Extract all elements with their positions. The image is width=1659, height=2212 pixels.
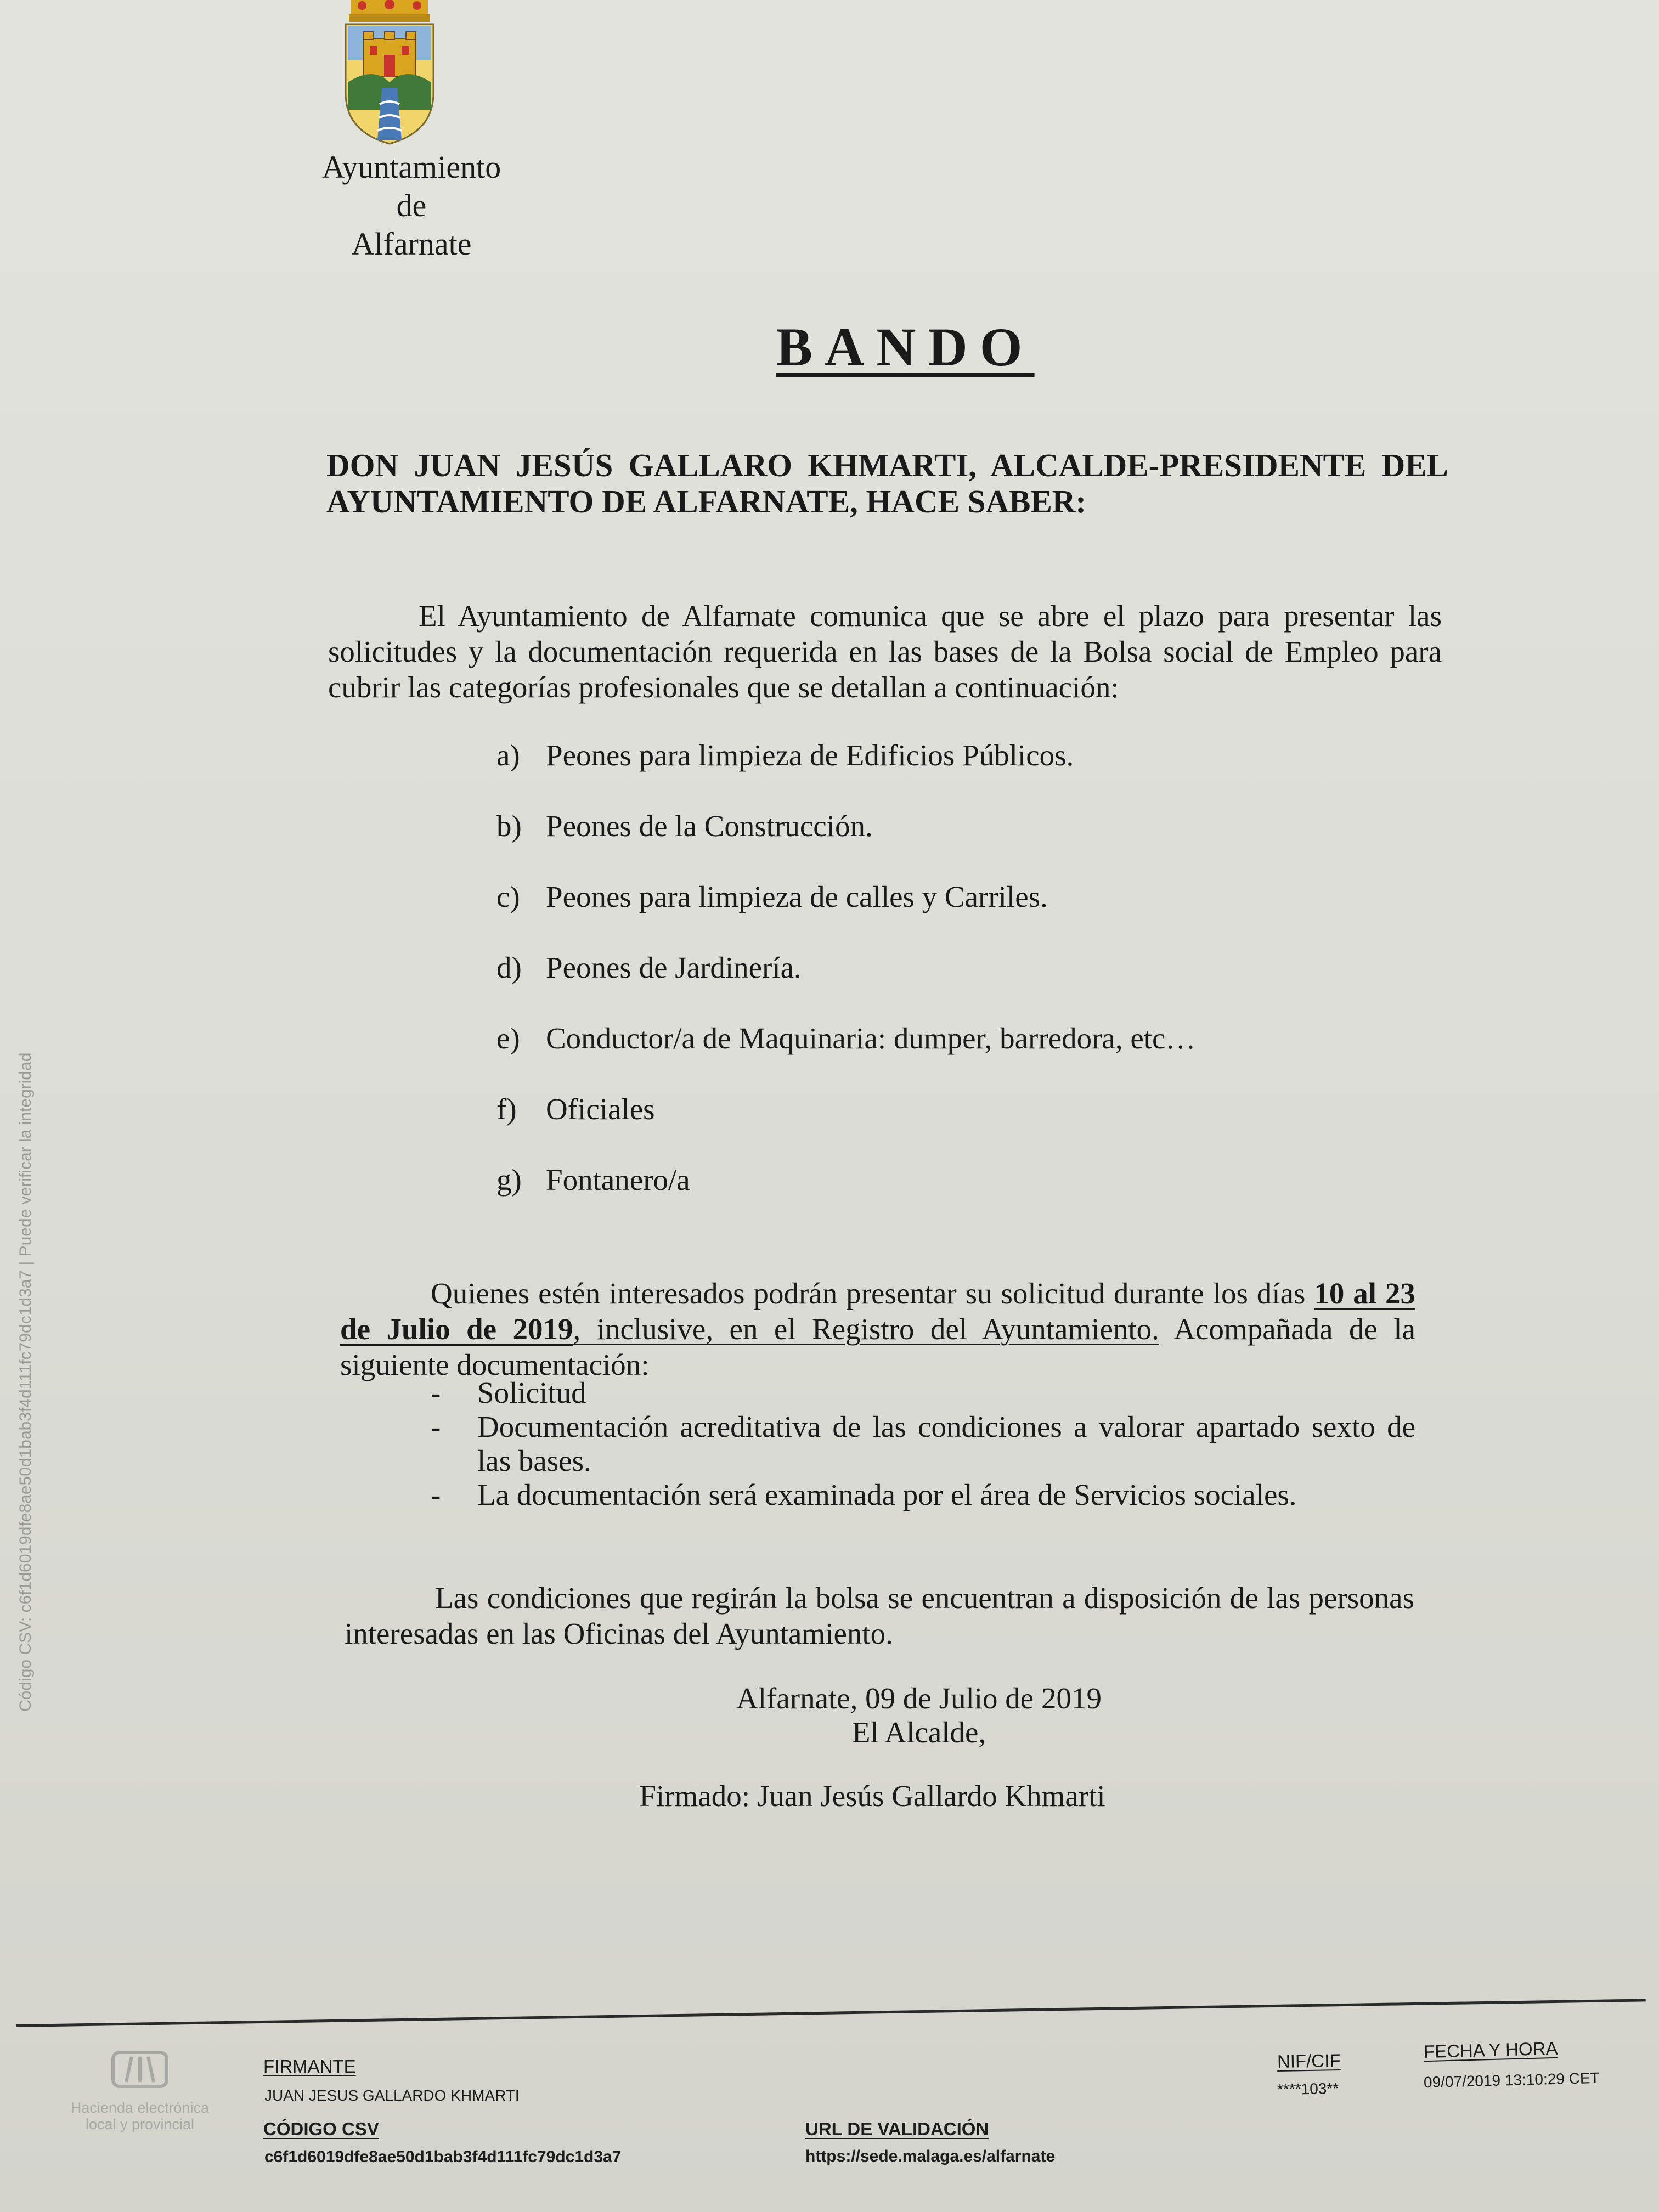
hacienda-logo: Hacienda electrónica local y provincial (52, 2049, 228, 2132)
required-documents-list (428, 1376, 1415, 1512)
application-period-paragraph: Quienes estén interesados podrán presentar su solicitud durante los días 10 al 23 de Julio de 2019, inclusive, en el Registro del Ayuntamiento. Acompañada de la siguiente documentación: (340, 1277, 1416, 1381)
csv-label: CÓDIGO CSV (263, 2119, 379, 2139)
firmante-value: JUAN JESUS GALLARDO KHMARTI (264, 2087, 520, 2104)
date-time-value: 09/07/2019 13:10:29 CET (1423, 2069, 1600, 2091)
signature-signed-by: Firmado: Juan Jesús Gallardo Khmarti (639, 1779, 1105, 1813)
firmante-label: FIRMANTE (263, 2056, 356, 2076)
category-list (496, 738, 1319, 1233)
nif-value: ****103** (1277, 2080, 1339, 2098)
side-csv-stamp: Código CSV: c6f1d6019dfe8ae50d1bab3f4d111fc79dc1d3a7 | Puede verificar la integridad (16, 1052, 35, 1712)
announcement-paragraph: El Ayuntamiento de Alfarnate comunica que se abre el plazo para presentar las solicitudes y la documentación requerida en las bases de la Bolsa social de Empleo para cubrir las categorías profesionales que se detallan a continuación: (328, 599, 1442, 704)
list-item: c) Peones para limpieza de calles y Carriles. (496, 880, 1048, 913)
conditions-paragraph: Las condiciones que regirán la bolsa se encuentran a disposición de las personas interesadas en las Oficinas del Ayuntamiento. (345, 1581, 1414, 1650)
hacienda-logo-icon (110, 2049, 170, 2093)
list-item: a) Peones para limpieza de Edificios Públicos. (496, 738, 1074, 772)
list-item: - La documentación será examinada por el área de Servicios sociales. (431, 1478, 1297, 1511)
coat-of-arms-icon (329, 0, 450, 148)
signature-role: El Alcalde, (851, 1716, 986, 1749)
signature-place-date: Alfarnate, 09 de Julio de 2019 (736, 1681, 1102, 1715)
footer-divider (16, 1999, 1646, 2027)
list-item: - Solicitud (431, 1376, 586, 1409)
intro-heading: DON JUAN JESÚS GALLARO KHMARTI, ALCALDE-PRESIDENTE DEL AYUNTAMIENTO DE ALFARNATE, HACE SABER: (326, 447, 1448, 520)
list-item: b) Peones de la Construcción. (496, 809, 873, 843)
list-item: e) Conductor/a de Maquinaria: dumper, barredora, etc… (496, 1022, 1196, 1055)
application-dates: 10 al 23 de Julio de 2019 (340, 1277, 1415, 1346)
validation-url-link[interactable]: https://sede.malaga.es/alfarnate (805, 2147, 1056, 2165)
list-item: - Documentación acreditativa de las condiciones a valorar apartado sexto de las bases. (431, 1410, 1415, 1477)
document-title: BANDO (776, 317, 1035, 377)
list-item: d) Peones de Jardinería. (496, 951, 802, 984)
list-item: g) Fontanero/a (496, 1163, 690, 1197)
csv-value: c6f1d6019dfe8ae50d1bab3f4d111fc79dc1d3a7 (264, 2148, 622, 2166)
signature-footer (0, 2030, 1659, 2212)
list-item: f) Oficiales (496, 1092, 655, 1126)
validation-url-label: URL DE VALIDACIÓN (805, 2119, 989, 2139)
date-time-label: FECHA Y HORA (1423, 2038, 1558, 2062)
municipality-name: Ayuntamiento de Alfarnate (321, 149, 501, 262)
nif-label: NIF/CIF (1277, 2050, 1341, 2072)
